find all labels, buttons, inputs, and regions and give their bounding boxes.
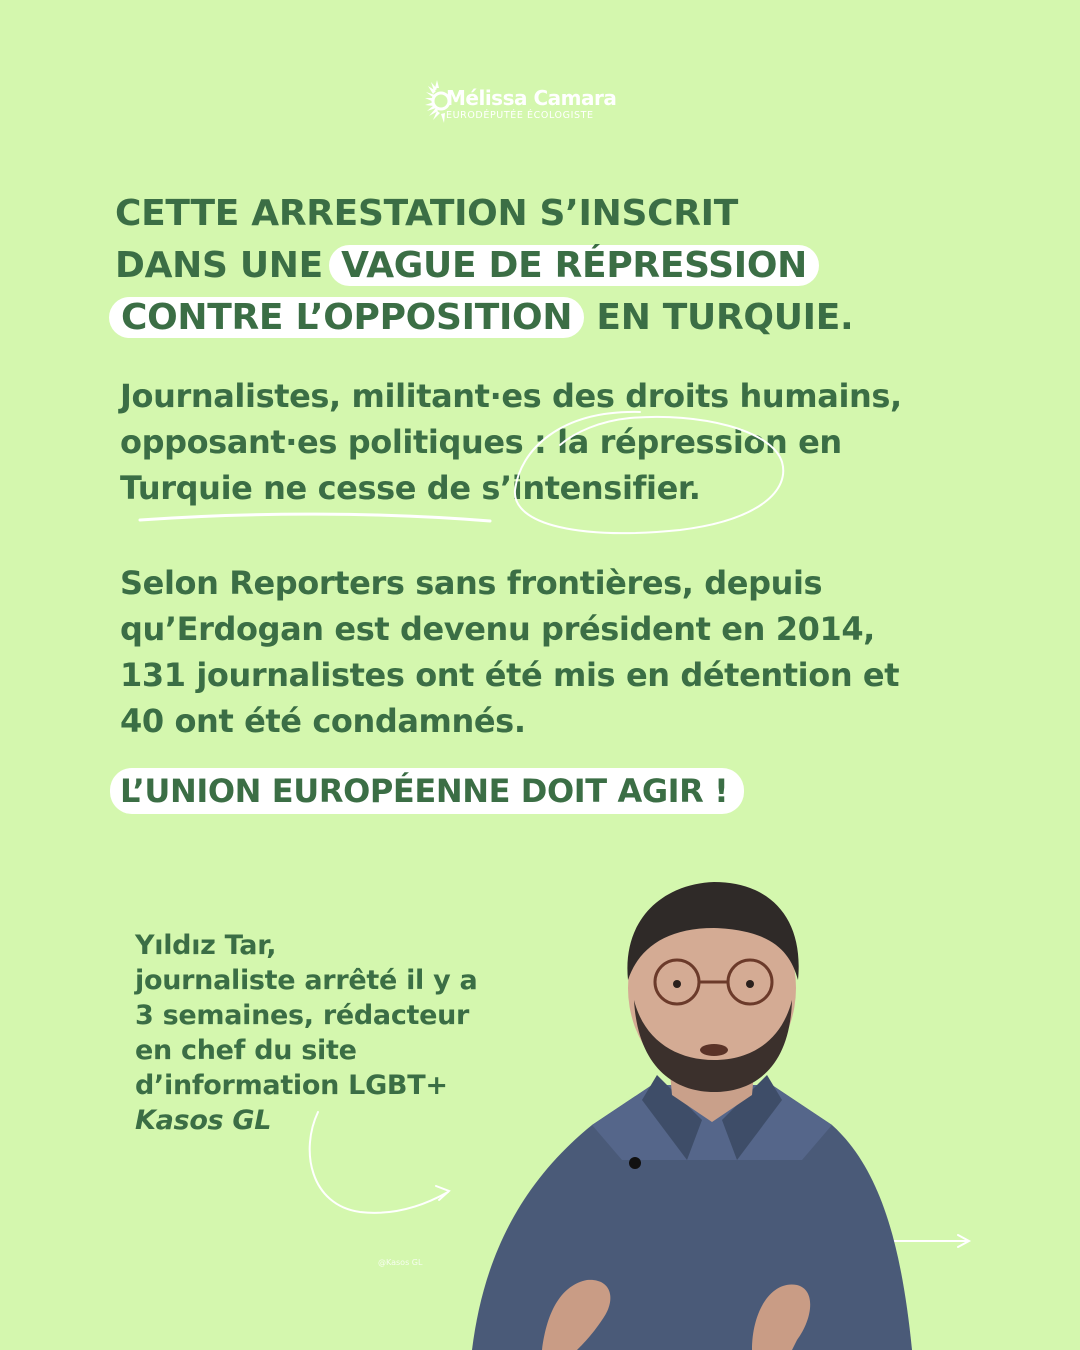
portrait-photo <box>452 870 912 1350</box>
photo-credit: @Kasos GL <box>378 1258 423 1267</box>
brand-logo <box>424 76 624 128</box>
paragraph-repression <box>120 373 902 511</box>
brand-name: Mélissa Camara <box>446 86 617 110</box>
paragraph-line: opposant·es politiques : la répression en <box>120 423 842 461</box>
paragraph-rsf-stats <box>120 560 899 744</box>
paragraph-line: Selon Reporters sans frontières, depuis <box>120 564 823 602</box>
headline-text: DANS UNE <box>115 245 323 286</box>
curved-arrow-head <box>436 1186 449 1200</box>
headline-line-1: CETTE ARRESTATION S’INSCRIT <box>115 193 738 234</box>
paragraph-line: Turquie ne cesse de s’intensifier. <box>120 469 701 507</box>
brand-subtitle: EURODÉPUTÉE ÉCOLOGISTE <box>446 110 594 121</box>
headline-text: EN TURQUIE. <box>596 297 854 338</box>
caption-line: d’information LGBT+ <box>135 1070 448 1101</box>
headline <box>115 188 1015 344</box>
person-name: Yıldız Tar, <box>135 930 277 961</box>
photo-caption <box>135 928 477 1138</box>
headline-line-3 <box>115 292 1015 344</box>
caption-line: 3 semaines, rédacteur <box>135 1000 470 1031</box>
headline-line-2 <box>115 240 1015 292</box>
outlet-name: Kasos GL <box>135 1105 272 1136</box>
headline-highlight: VAGUE DE RÉPRESSION <box>329 245 819 286</box>
paragraph-line: qu’Erdogan est devenu président en 2014, <box>120 610 875 648</box>
paragraph-line: Journalistes, militant·es des droits humains, <box>120 377 902 415</box>
headline-highlight: CONTRE L’OPPOSITION <box>109 297 584 338</box>
caption-line: en chef du site <box>135 1035 357 1066</box>
paragraph-line: 40 ont été condamnés. <box>120 702 526 740</box>
call-to-action: L’UNION EUROPÉENNE DOIT AGIR ! <box>110 768 744 814</box>
paragraph-line: 131 journalistes ont été mis en détention et <box>120 656 900 694</box>
underline-stroke <box>140 514 490 521</box>
caption-line: journaliste arrêté il y a <box>135 965 478 996</box>
